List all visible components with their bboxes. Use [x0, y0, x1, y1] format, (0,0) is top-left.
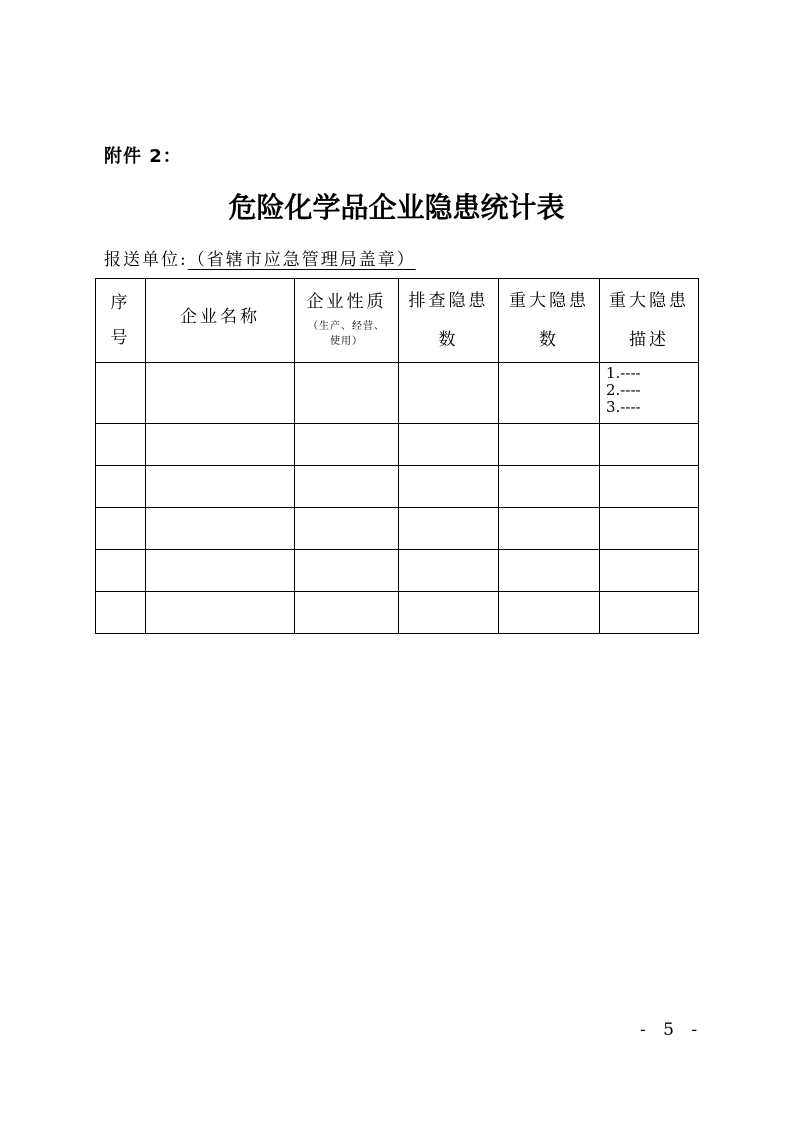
- header-company-name-text: 企业名称: [180, 307, 260, 328]
- table-cell: [399, 466, 499, 508]
- table-cell: [399, 550, 499, 592]
- table-row: [96, 424, 699, 466]
- table-cell: [399, 508, 499, 550]
- report-unit-row: [104, 245, 416, 270]
- table-cell: [295, 592, 399, 634]
- table-cell: [399, 363, 499, 424]
- table-cell: [146, 508, 295, 550]
- table-cell: [295, 508, 399, 550]
- hazard-statistics-table: [95, 278, 699, 634]
- report-unit-seal-note: （省辖市应急管理局盖章）: [187, 250, 416, 270]
- page-number: - 5 -: [640, 1020, 704, 1040]
- table-cell: [96, 424, 146, 466]
- report-unit-label: 报送单位:: [104, 250, 188, 270]
- header-seq-line-1: 序: [110, 293, 131, 314]
- table-cell: [499, 508, 600, 550]
- table-cell: [295, 466, 399, 508]
- table-header-row: [96, 279, 699, 363]
- table-cell: [146, 550, 295, 592]
- table-cell: [146, 363, 295, 424]
- table-cell: [295, 424, 399, 466]
- attachment-label: 附件 2：: [104, 146, 182, 167]
- table-cell: [146, 466, 295, 508]
- table-row: [96, 550, 699, 592]
- table-cell: [295, 363, 399, 424]
- header-checked-hazards-line-1: 排查隐患: [408, 291, 489, 312]
- table-cell: [600, 592, 699, 634]
- table-cell: [96, 592, 146, 634]
- table-row: [96, 592, 699, 634]
- desc-item-2: 2.----: [606, 381, 641, 399]
- header-company-nature-note-1: （生产、经营、: [308, 320, 385, 332]
- header-company-nature-text: 企业性质: [306, 292, 387, 313]
- table-cell: [600, 508, 699, 550]
- table-cell: [499, 424, 600, 466]
- table-cell: [600, 550, 699, 592]
- desc-list: [600, 365, 698, 416]
- header-checked-hazards-line-2: 数: [438, 329, 459, 350]
- header-company-name: [146, 279, 295, 363]
- table-cell: [399, 592, 499, 634]
- header-major-desc: [600, 279, 699, 363]
- table-cell: [96, 508, 146, 550]
- table-cell: [96, 466, 146, 508]
- header-major-desc-line-2: 描述: [629, 329, 669, 350]
- table-cell: [600, 424, 699, 466]
- table-row: [96, 466, 699, 508]
- table-cell: [399, 424, 499, 466]
- table-cell: [146, 424, 295, 466]
- table-cell: [146, 592, 295, 634]
- table-cell: [499, 592, 600, 634]
- table-row: [96, 363, 699, 424]
- header-seq-line-2: 号: [110, 327, 131, 348]
- desc-item-3: 3.----: [606, 398, 641, 416]
- header-company-nature: [295, 279, 399, 363]
- table-cell: [295, 550, 399, 592]
- table-cell: [96, 363, 146, 424]
- table-cell: [499, 466, 600, 508]
- table-cell: [600, 466, 699, 508]
- header-checked-hazards: [399, 279, 499, 363]
- header-company-nature-note-2: 使用）: [330, 335, 363, 347]
- header-seq: [96, 279, 146, 363]
- header-major-hazards-line-1: 重大隐患: [509, 291, 589, 312]
- table-cell: [499, 550, 600, 592]
- table-row: [96, 508, 699, 550]
- header-major-hazards-line-2: 数: [539, 329, 559, 350]
- table-cell: [499, 363, 600, 424]
- table-cell: [96, 550, 146, 592]
- header-major-hazards: [499, 279, 600, 363]
- document-title: 危险化学品企业隐患统计表: [228, 191, 565, 224]
- desc-cell: [600, 363, 699, 424]
- header-major-desc-line-1: 重大隐患: [609, 291, 689, 312]
- desc-item-1: 1.----: [606, 364, 641, 382]
